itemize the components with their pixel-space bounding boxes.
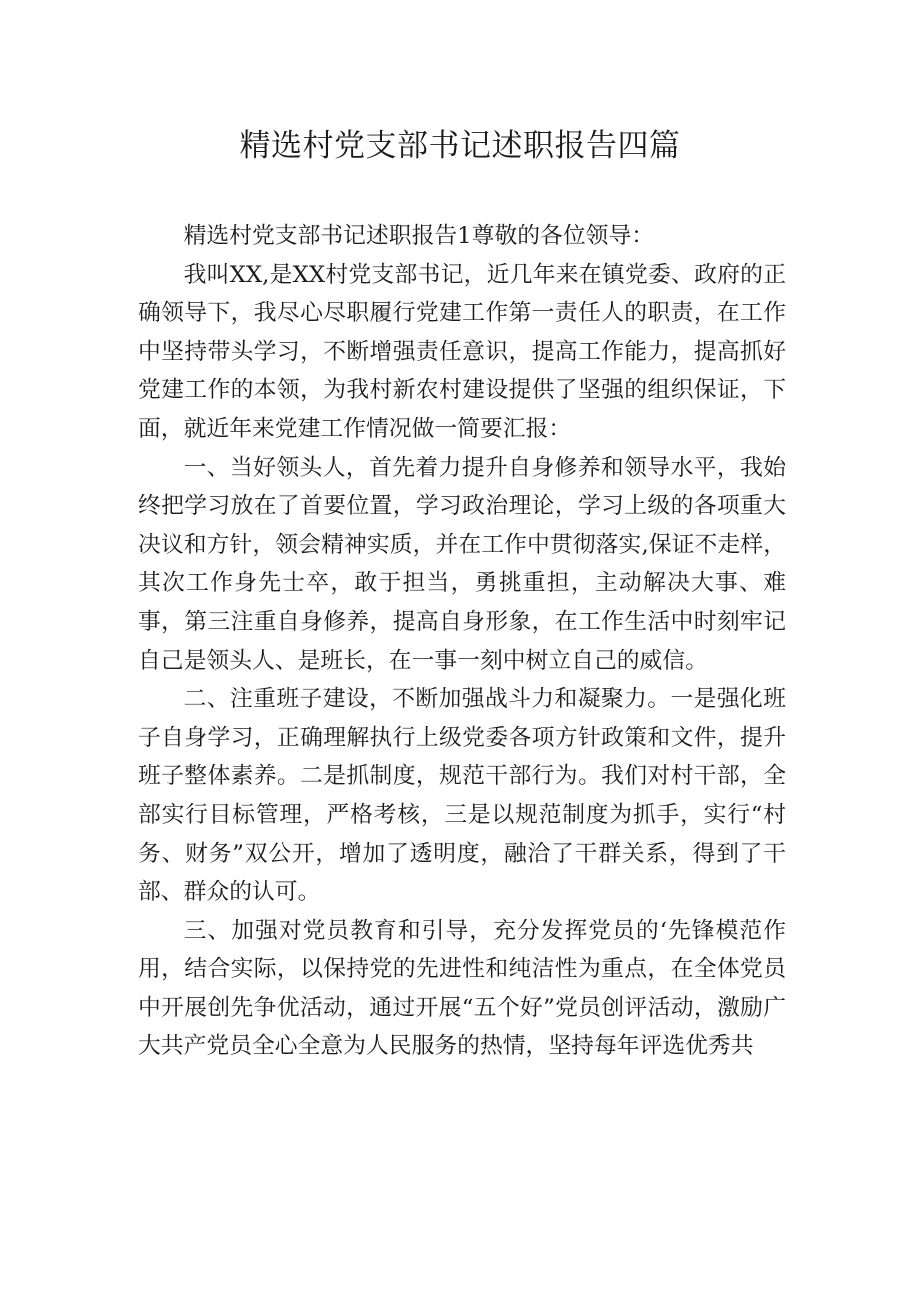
document-title: 精选村党支部书记述职报告四篇: [239, 128, 681, 164]
paragraph-section-one: 一、当好领头人，首先着力提升自身修养和领导水平，我始终把学习放在了首要位置，学习政治理论，学习上级的各项重大决议和方针，领会精神实质，并在工作中贯彻落实,保证不走样，其次工作身先士卒，敢于担当，勇挑重担，主动解决大事、难事，第三注重自身修养，提高自身形象，在工作生活中时刻牢记自己是领头人、是班长，在一事一刻中树立自己的威信。: [138, 454, 786, 674]
paragraph-section-two: 二、注重班子建设，不断加强战斗力和凝聚力。一是强化班子自身学习，正确理解执行上级党委各项方针政策和文件，提升班子整体素养。二是抓制度，规范干部行为。我们对村干部，全部实行目标管理，严格考核，三是以规范制度为抓手，实行“村务、财务”双公开，增加了透明度，融洽了干群关系，得到了干部、群众的认可。: [138, 686, 786, 906]
paragraph-opening: 精选村党支部书记述职报告1尊敬的各位领导：: [183, 223, 655, 249]
document-body: [138, 217, 786, 1066]
paragraph-introduction: 我叫XX,是XX村党支部书记，近几年来在镇党委、政府的正确领导下，我尽心尽职履行党建工作第一责任人的职责，在工作中坚持带头学习，不断增强责任意识，提高工作能力，提高抓好党建工作的本领，为我村新农村建设提供了坚强的组织保证，下面，就近年来党建工作情况做一简要汇报：: [138, 261, 786, 442]
paragraph-section-three: 三、加强对党员教育和引导，充分发挥党员的‘先锋模范作用，结合实际，以保持党的先进性和纯洁性为重点，在全体党员中开展创先争优活动，通过开展“五个好”党员创评活动，激励广大共产党员全心全意为人民服务的热情，坚持每年评选优秀共: [138, 917, 786, 1060]
